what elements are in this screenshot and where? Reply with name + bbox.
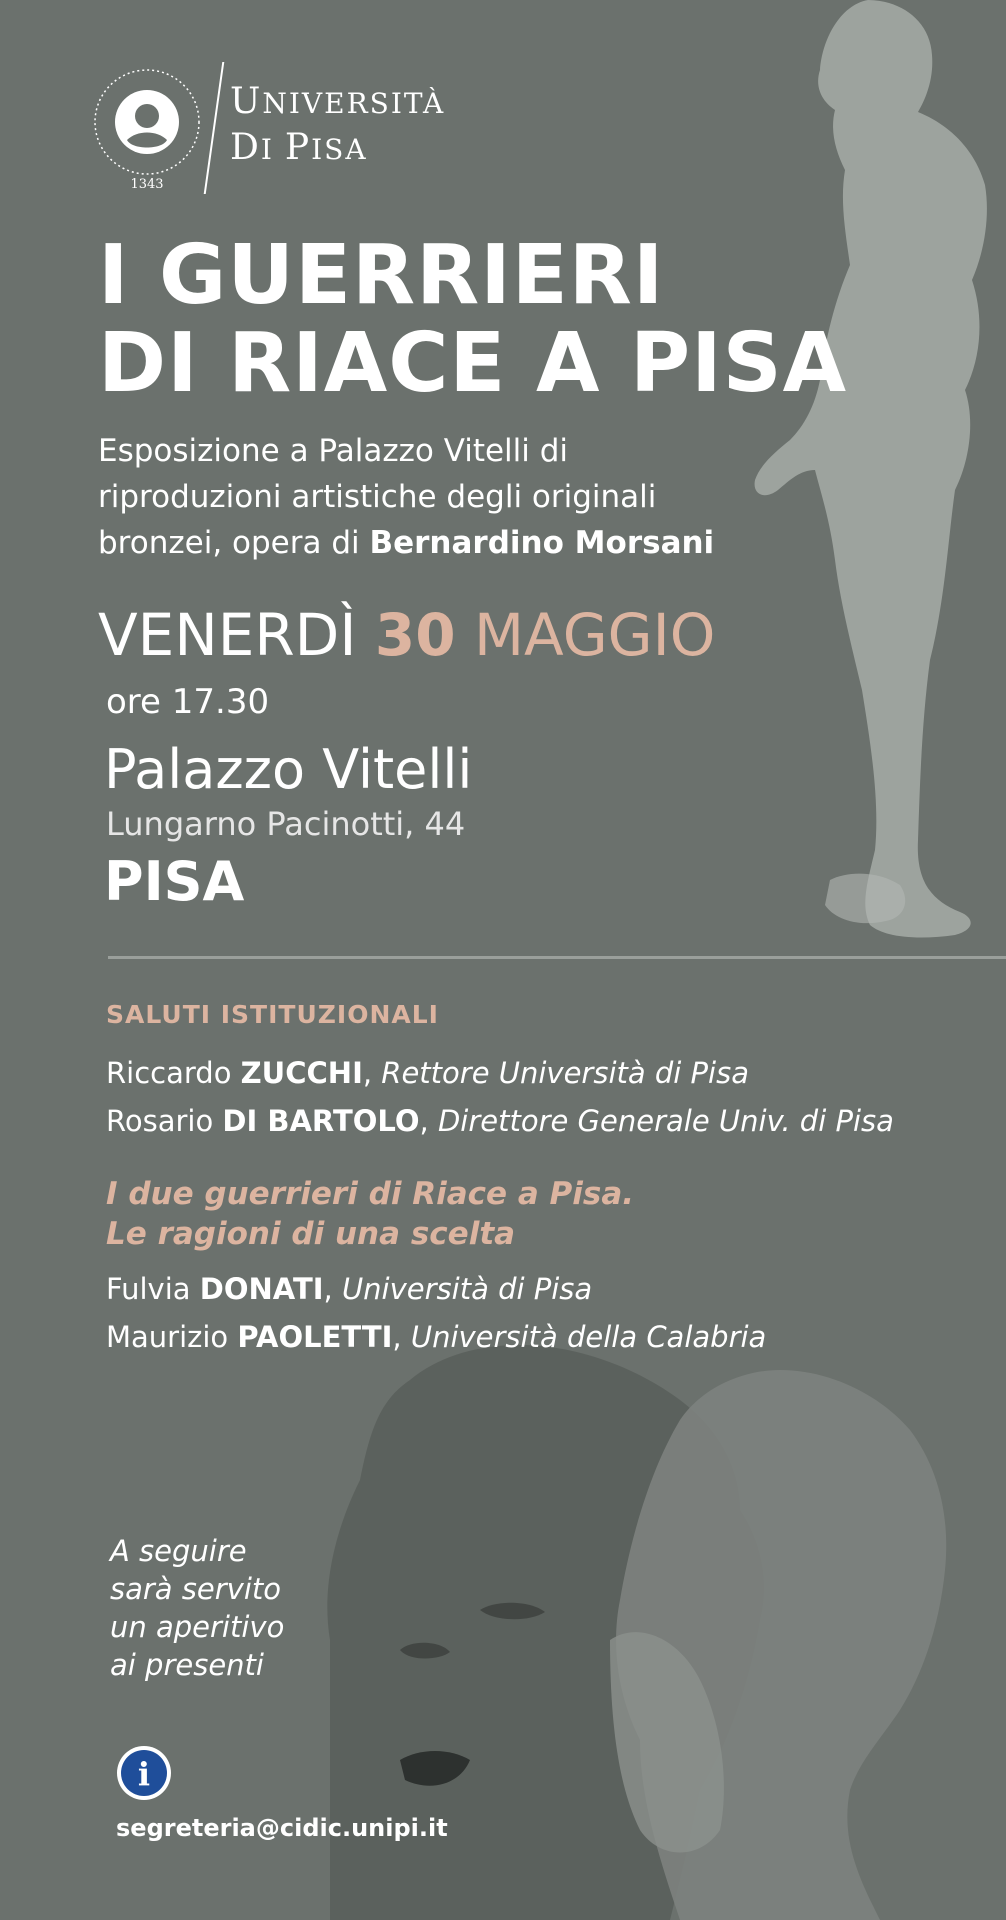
info-icon-glyph: i — [137, 1755, 151, 1793]
seal-year: 1343 — [130, 177, 164, 192]
event-date — [98, 600, 715, 670]
university-seal-logo — [92, 62, 202, 194]
exhibition-description — [98, 428, 798, 566]
event-time: ore 17.30 — [106, 682, 270, 722]
pisa-rest: ISA — [311, 133, 368, 166]
speaker-surname: DI BARTOLO — [222, 1104, 420, 1138]
event-city: PISA — [104, 850, 245, 913]
university-name-line2 — [230, 126, 445, 172]
event-month: MAGGIO — [455, 601, 716, 669]
event-date-number: 30 — [374, 601, 456, 669]
speaker-zucchi — [106, 1053, 749, 1093]
aperitivo-line4: ai presenti — [110, 1648, 264, 1682]
event-day: VENERDÌ — [98, 601, 375, 669]
university-name — [230, 80, 445, 172]
speaker-di-bartolo — [106, 1101, 894, 1141]
aperitivo-line3: un aperitivo — [110, 1610, 285, 1644]
speaker-first-name: Riccardo — [106, 1056, 241, 1090]
speaker-first-name: Maurizio — [106, 1320, 238, 1354]
aperitivo-line2: sarà servito — [110, 1572, 281, 1606]
talk-title — [106, 1174, 634, 1254]
event-address: Lungarno Pacinotti, 44 — [106, 805, 466, 843]
university-name-line1 — [230, 80, 445, 126]
artist-name: Bernardino Morsani — [369, 525, 715, 561]
subtitle-line3 — [98, 520, 798, 566]
speaker-surname: ZUCCHI — [240, 1056, 363, 1090]
title-line2: DI RIACE A PISA — [98, 316, 848, 411]
speaker-role: Università della Calabria — [410, 1320, 767, 1354]
speaker-role: Università di Pisa — [341, 1272, 593, 1306]
speaker-separator: , — [392, 1320, 411, 1354]
contact-email[interactable]: segreteria@cidic.unipi.it — [116, 1814, 448, 1842]
university-rest: NIVERSITÀ — [262, 87, 446, 120]
speaker-paoletti — [106, 1317, 766, 1357]
subtitle-line2: riproduzioni artistiche degli originali — [98, 479, 657, 515]
section-divider — [108, 956, 1006, 959]
greetings-heading: SALUTI ISTITUZIONALI — [106, 1000, 439, 1029]
event-venue: Palazzo Vitelli — [104, 738, 473, 801]
aperitivo-note — [110, 1532, 284, 1684]
speaker-first-name: Fulvia — [106, 1272, 200, 1306]
speaker-role: Rettore Università di Pisa — [381, 1056, 749, 1090]
info-icon — [116, 1745, 172, 1801]
aperitivo-line1: A seguire — [110, 1534, 247, 1568]
di-initial: D — [230, 127, 261, 168]
speaker-role: Direttore Generale Univ. di Pisa — [437, 1104, 894, 1138]
talk-title-line1: I due guerrieri di Riace a Pisa. — [106, 1176, 635, 1212]
speaker-donati — [106, 1269, 592, 1309]
di-rest: I — [260, 133, 285, 166]
speaker-surname: DONATI — [199, 1272, 324, 1306]
university-initial: U — [230, 81, 263, 122]
talk-title-line2: Le ragioni di una scelta — [106, 1216, 516, 1252]
subtitle-prefix: bronzei, opera di — [98, 525, 370, 561]
speaker-separator: , — [419, 1104, 438, 1138]
speaker-first-name: Rosario — [106, 1104, 223, 1138]
subtitle-line1: Esposizione a Palazzo Vitelli di — [98, 433, 569, 469]
speaker-separator: , — [362, 1056, 382, 1090]
speaker-separator: , — [323, 1272, 342, 1306]
pisa-initial: P — [284, 127, 312, 168]
title-line1: I GUERRIERI — [98, 228, 665, 323]
poster-title — [98, 228, 848, 411]
speaker-surname: PAOLETTI — [237, 1320, 393, 1354]
